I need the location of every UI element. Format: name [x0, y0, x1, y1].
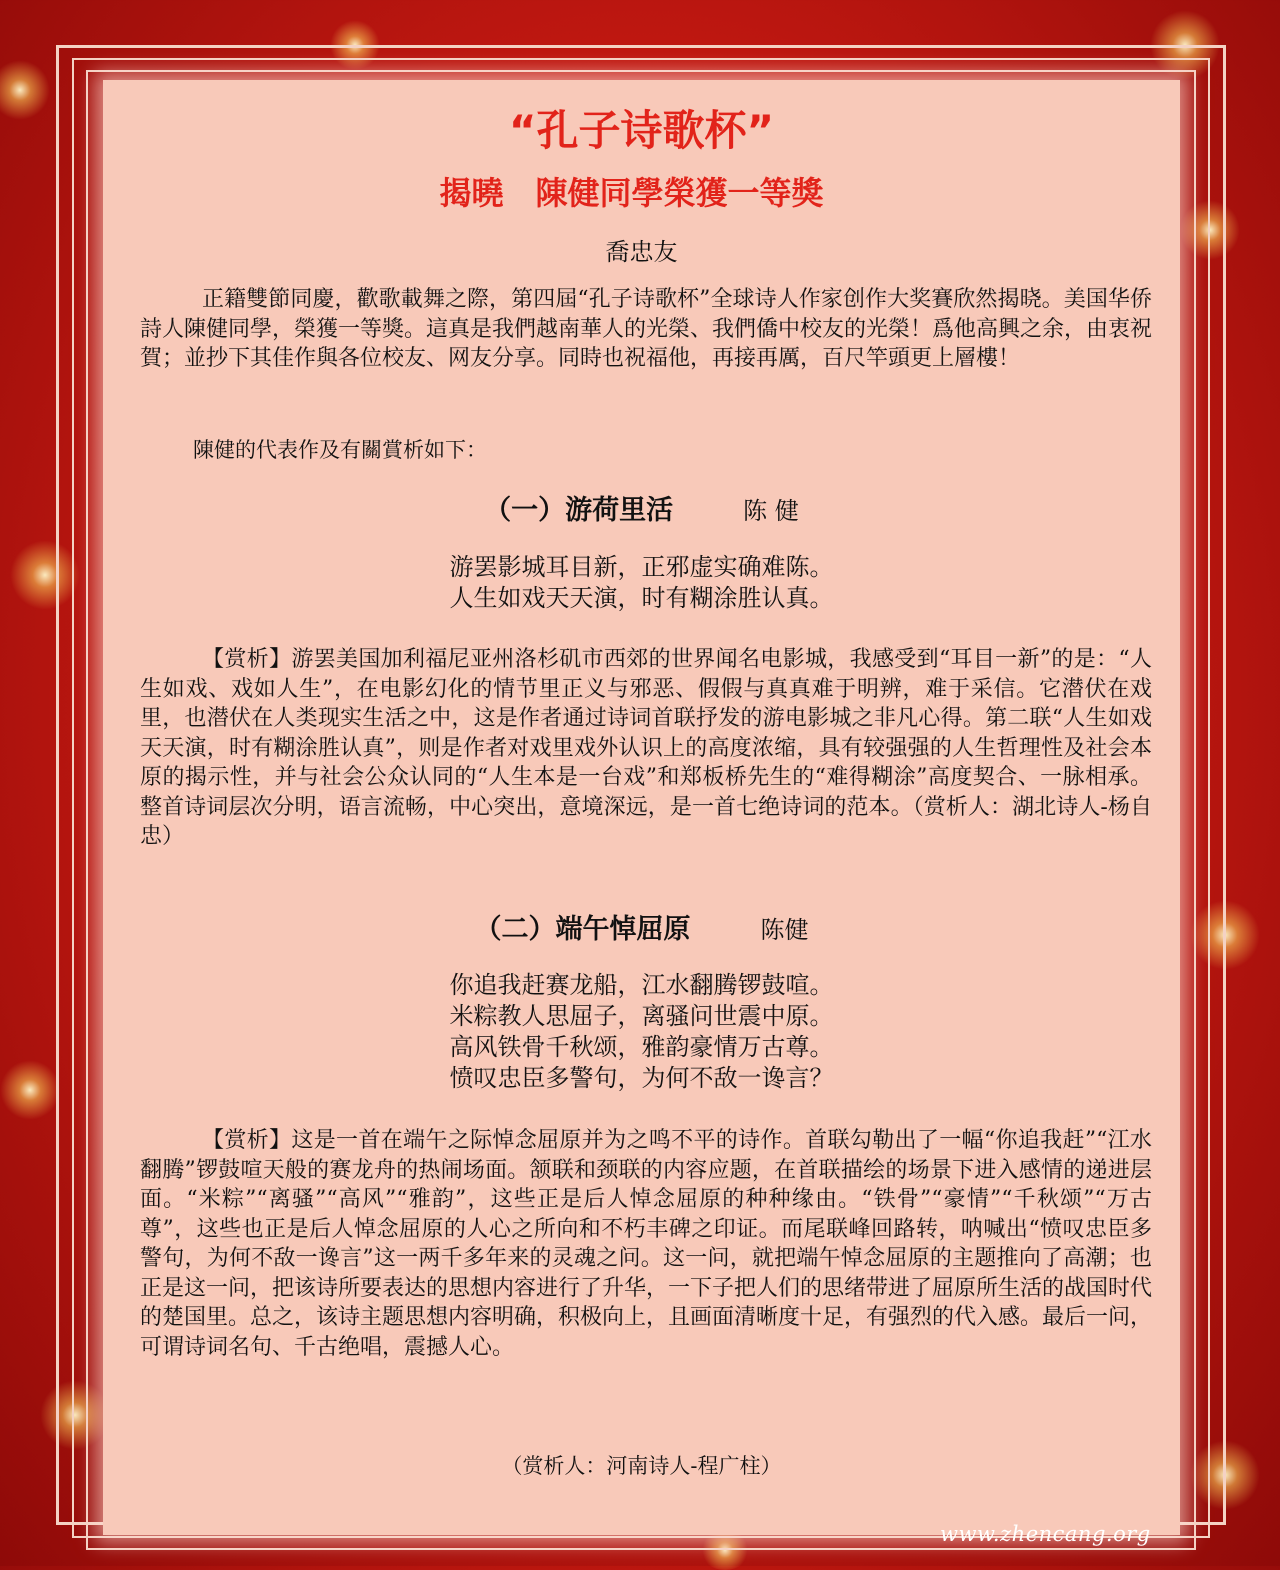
- poem-line: 游罢影城耳目新，正邪虚实确难陈。: [449, 553, 834, 581]
- watermark-url: www.zhencang.org: [940, 1522, 1151, 1546]
- poem-1-body: [103, 552, 1180, 614]
- poem-2-title: （二）端午悼屈原: [474, 914, 691, 945]
- page-subtitle: 揭曉 陳健同學榮獲一等獎: [439, 174, 824, 212]
- poem-line: 人生如戏天天演，时有糊涂胜认真。: [449, 584, 834, 612]
- poem-line: 愤叹忠臣多警句，为何不敌一谗言？: [449, 1064, 834, 1092]
- poem-2-body: [103, 970, 1180, 1094]
- intro-line: 陳健的代表作及有關賞析如下：: [193, 438, 487, 462]
- poem-1-heading: [103, 488, 1180, 527]
- poem-1-poet: 陈 健: [743, 497, 799, 525]
- poem-1-analysis: 【赏析】游罢美国加利福尼亚州洛杉矶市西郊的世界闻名电影城，我感受到“耳目一新”的是：“人生如戏、戏如人生”，在电影幻化的情节里正义与邪恶、假假与真真难于明辨，难于采信。它潜伏在戏里，也潜伏在人类现实生活之中，这是作者通过诗词首联抒发的游电影城之非凡心得。第二联“人生如戏天天演，时有糊涂胜认真”，则是作者对戏里戏外认识上的高度浓缩，具有较强强的人生哲理性及社会本原的揭示性，并与社会公众认同的“人生本是一台戏”和郑板桥先生的“难得糊涂”高度契合、一脉相承。整首诗词层次分明，语言流畅，中心突出，意境深远，是一首七绝诗词的范本。（赏析人：湖北诗人-杨自忠）: [140, 647, 1152, 849]
- page-title: “孔子诗歌杯”: [508, 106, 775, 155]
- article-author: 喬忠友: [605, 238, 678, 266]
- poem-line: 你追我赶赛龙船，江水翻腾锣鼓喧。: [449, 971, 834, 999]
- poem-2-analysis: 【赏析】这是一首在端午之际悼念屈原并为之鸣不平的诗作。首联勾勒出了一幅“你追我赶”“江水翻腾”锣鼓喧天般的赛龙舟的热闹场面。颔联和颈联的内容应题，在首联描绘的场景下进入感情的递进层面。“米粽”“离骚”“高风”“雅韵”，这些正是后人悼念屈原的种种缘由。“铁骨”“豪情”“千秋颂”“万古尊”，这些也正是后人悼念屈原的人心之所向和不朽丰碑之印证。而尾联峰回路转，呐喊出“愤叹忠臣多警句，为何不敌一谗言”这一两千多年来的灵魂之问。这一问，就把端午悼念屈原的主题推向了高潮；也正是这一问，把该诗所要表达的思想内容进行了升华，一下子把人们的思绪带进了屈原所生活的战国时代的楚国里。总之，该诗主题思想内容明确，积极向上，且画面清晰度十足，有强烈的代入感。最后一问，可谓诗词名句、千古绝唱，震撼人心。: [140, 1128, 1153, 1360]
- poem-1-title: （一）游荷里活: [484, 495, 674, 526]
- sparkle-decoration: [0, 1060, 60, 1120]
- content-panel: [103, 80, 1180, 1535]
- intro-paragraph: 正籍雙節同慶，歡歌載舞之際，第四屆“孔子诗歌杯”全球诗人作家创作大奖賽欣然揭晓。美国华侨詩人陳健同學，榮獲一等獎。這真是我們越南華人的光榮、我們僑中校友的光榮！爲他高興之余，由衷祝賀；並抄下其佳作與各位校友、网友分享。同時也祝福他，再接再厲，百尺竿頭更上層樓！: [140, 287, 1153, 371]
- sparkle-decoration: [0, 60, 50, 120]
- poem-line: 米粽教人思屈子，离骚问世震中原。: [449, 1002, 834, 1030]
- poem-2-heading: [103, 907, 1180, 946]
- analysis-signer: （赏析人：河南诗人-程广柱）: [501, 1454, 782, 1478]
- poem-line: 高风铁骨千秋颂，雅韵豪情万古尊。: [449, 1033, 834, 1061]
- poem-2-poet: 陈健: [760, 916, 809, 944]
